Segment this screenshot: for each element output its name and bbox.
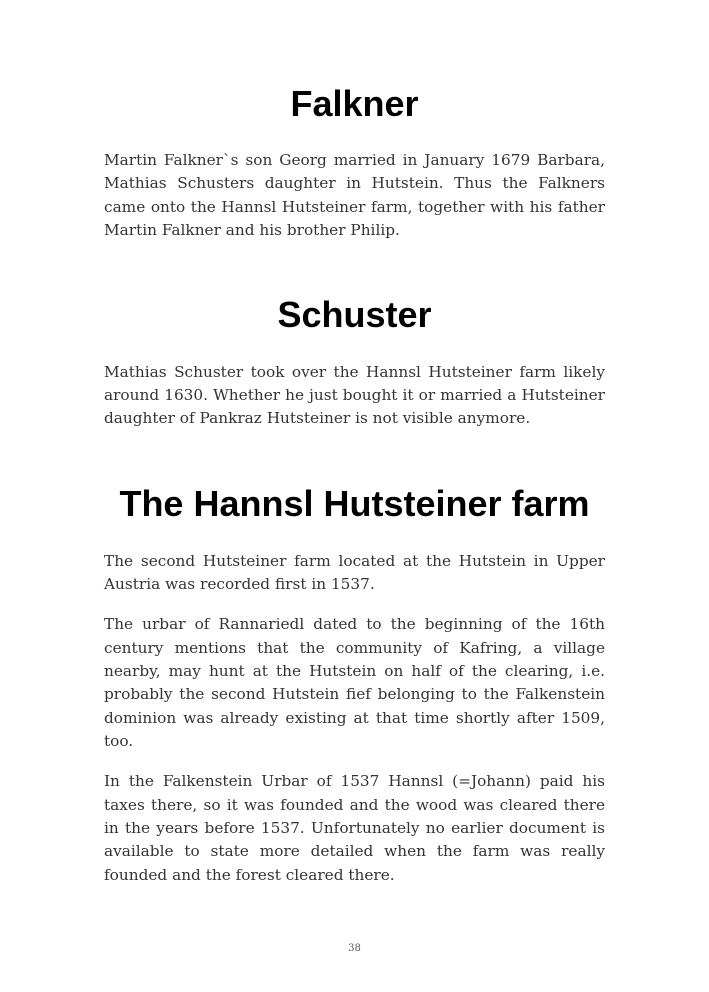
paragraph: The second Hutsteiner farm located at the Hutstein in Upper Austria was recorded first in 1537.	[104, 551, 605, 594]
paragraph: The urbar of Rannariedl dated to the beginning of the 16th century mentions that the community of Kafring, a village nearby, may hunt at the Hutstein on half of the clearing, i.e. probably the second Hutstein fief belonging to the Falkenstein dominion was already existing at that time shortly after 1509, too.	[104, 615, 605, 751]
section-heading-falkner: Falkner	[290, 83, 419, 124]
paragraph: Mathias Schuster took over the Hannsl Hutsteiner farm likely around 1630. Whether he just bought it or married a Hutsteiner daughter of Pankraz Hutsteiner is not visible anymore.	[104, 362, 605, 428]
section-hannsl-hutsteiner-farm	[104, 482, 605, 887]
paragraph: In the Falkenstein Urbar of 1537 Hannsl (=Johann) paid his taxes there, so it was founded and the wood was cleared there in the years before 1537. Unfortunately no earlier document is available to state more detailed when the farm was really founded and the forest cleared there.	[104, 772, 605, 884]
section-heading-schuster: Schuster	[277, 293, 432, 335]
section-heading-hannsl-hutsteiner-farm: The Hannsl Hutsteiner farm	[119, 482, 590, 524]
section-falkner	[104, 82, 605, 243]
page-content	[104, 82, 605, 887]
paragraph: Martin Falkner`s son Georg married in January 1679 Barbara, Mathias Schusters daughter in Hutstein. Thus the Falkners came onto the Hannsl Hutsteiner farm, together with his father Martin Falkner and his brother Philip.	[104, 151, 605, 240]
page-number: 38	[348, 943, 361, 954]
section-schuster	[104, 293, 605, 431]
